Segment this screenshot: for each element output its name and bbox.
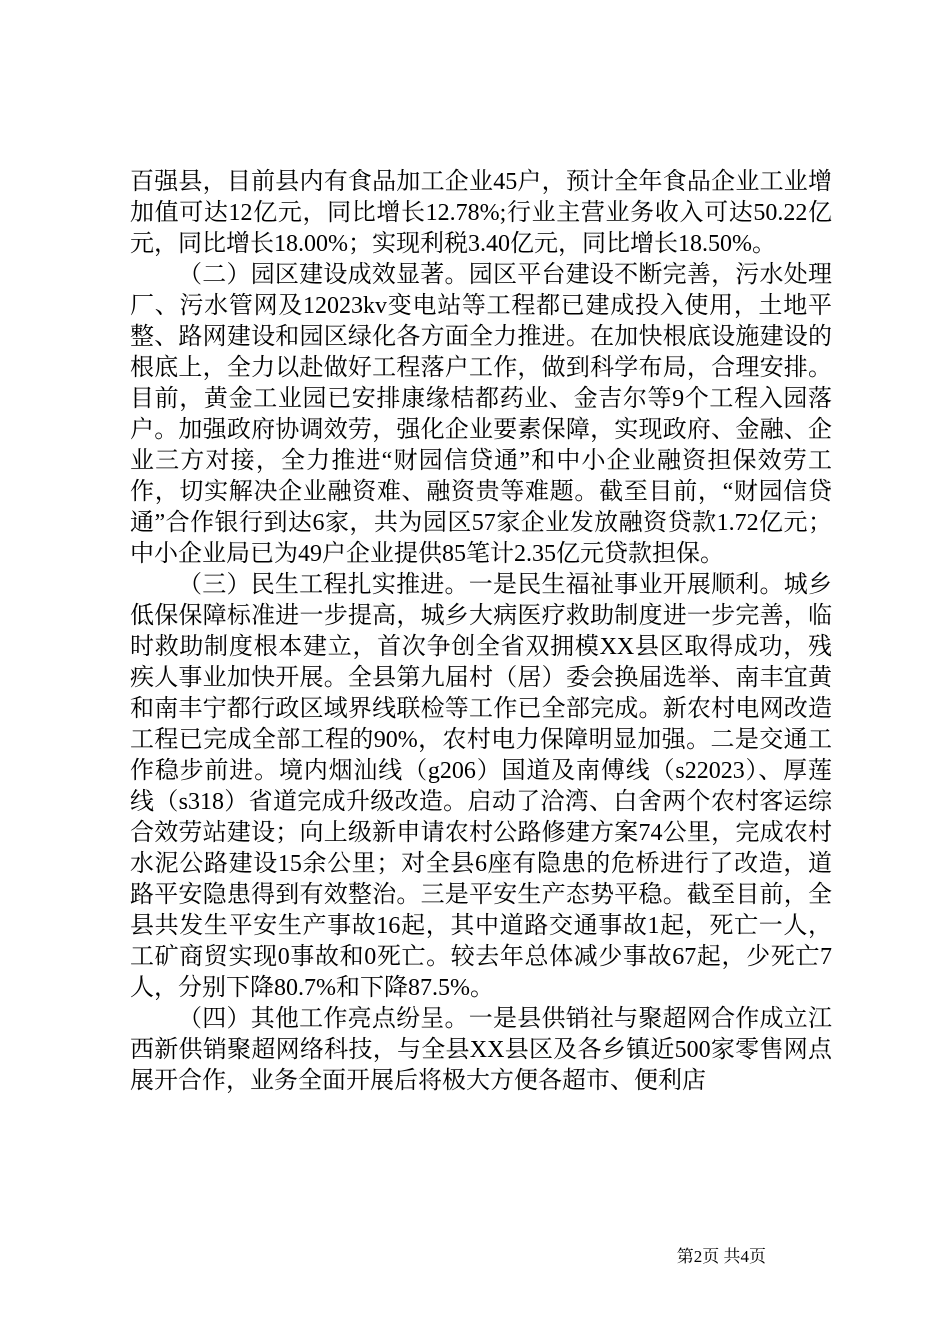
paragraph-3: （三）民生工程扎实推进。一是民生福祉事业开展顺利。城乡低保保障标准进一步提高，城乡大病医疗救助制度进一步完善，临时救助制度根本建立，首次争创全省双拥模XX县区取得成功，残疾人事业加快开展。全县第九届村（居）委会换届选举、南丰宜黄和南丰宁都行政区域界线联检等工作已全部完成。新农村电网改造工程已完成全部工程的90%，农村电力保障明显加强。二是交通工作稳步前进。境内烟汕线（g206）国道及南傅线（s22023）、厚莲线（s318）省道完成升级改造。启动了洽湾、白舍两个农村客运综合效劳站建设；向上级新申请农村公路修建方案74公里，完成农村水泥公路建设15余公里；对全县6座有隐患的危桥进行了改造，道路平安隐患得到有效整治。三是平安生产态势平稳。截至目前，全县共发生平安生产事故16起，其中道路交通事故1起，死亡一人，工矿商贸实现0事故和0死亡。较去年总体减少事故67起，少死亡7人，分别下降80.7%和下降87.5%。 <box>130 572 832 1001</box>
page-number-label: 第2页 共4页 <box>676 1247 766 1266</box>
document-body <box>130 167 832 1097</box>
paragraph-4: （四）其他工作亮点纷呈。一是县供销社与聚超网合作成立江西新供销聚超网络科技，与全县XX县区及各乡镇近500家零售网点展开合作，业务全面开展后将极大方便各超市、便利店 <box>130 1006 832 1094</box>
page-footer <box>130 1246 832 1268</box>
paragraph-1: 百强县，目前县内有食品加工企业45户，预计全年食品企业工业增加值可达12亿元，同比增长12.78%;行业主营业务收入可达50.22亿元，同比增长18.00%；实现利税3.40亿元，同比增长18.50%。 <box>130 169 832 257</box>
paragraph-2: （二）园区建设成效显著。园区平台建设不断完善，污水处理厂、污水管网及12023kv变电站等工程都已建成投入使用，土地平整、路网建设和园区绿化各方面全力推进。在加快根底设施建设的根底上，全力以赴做好工程落户工作，做到科学布局，合理安排。目前，黄金工业园已安排康缘桔都药业、金吉尔等9个工程入园落户。加强政府协调效劳，强化企业要素保障，实现政府、金融、企业三方对接，全力推进“财园信贷通”和中小企业融资担保效劳工作，切实解决企业融资难、融资贵等难题。截至目前，“财园信贷通”合作银行到达6家，共为园区57家企业发放融资贷款1.72亿元；中小企业局已为49户企业提供85笔计2.35亿元贷款担保。 <box>130 262 832 567</box>
